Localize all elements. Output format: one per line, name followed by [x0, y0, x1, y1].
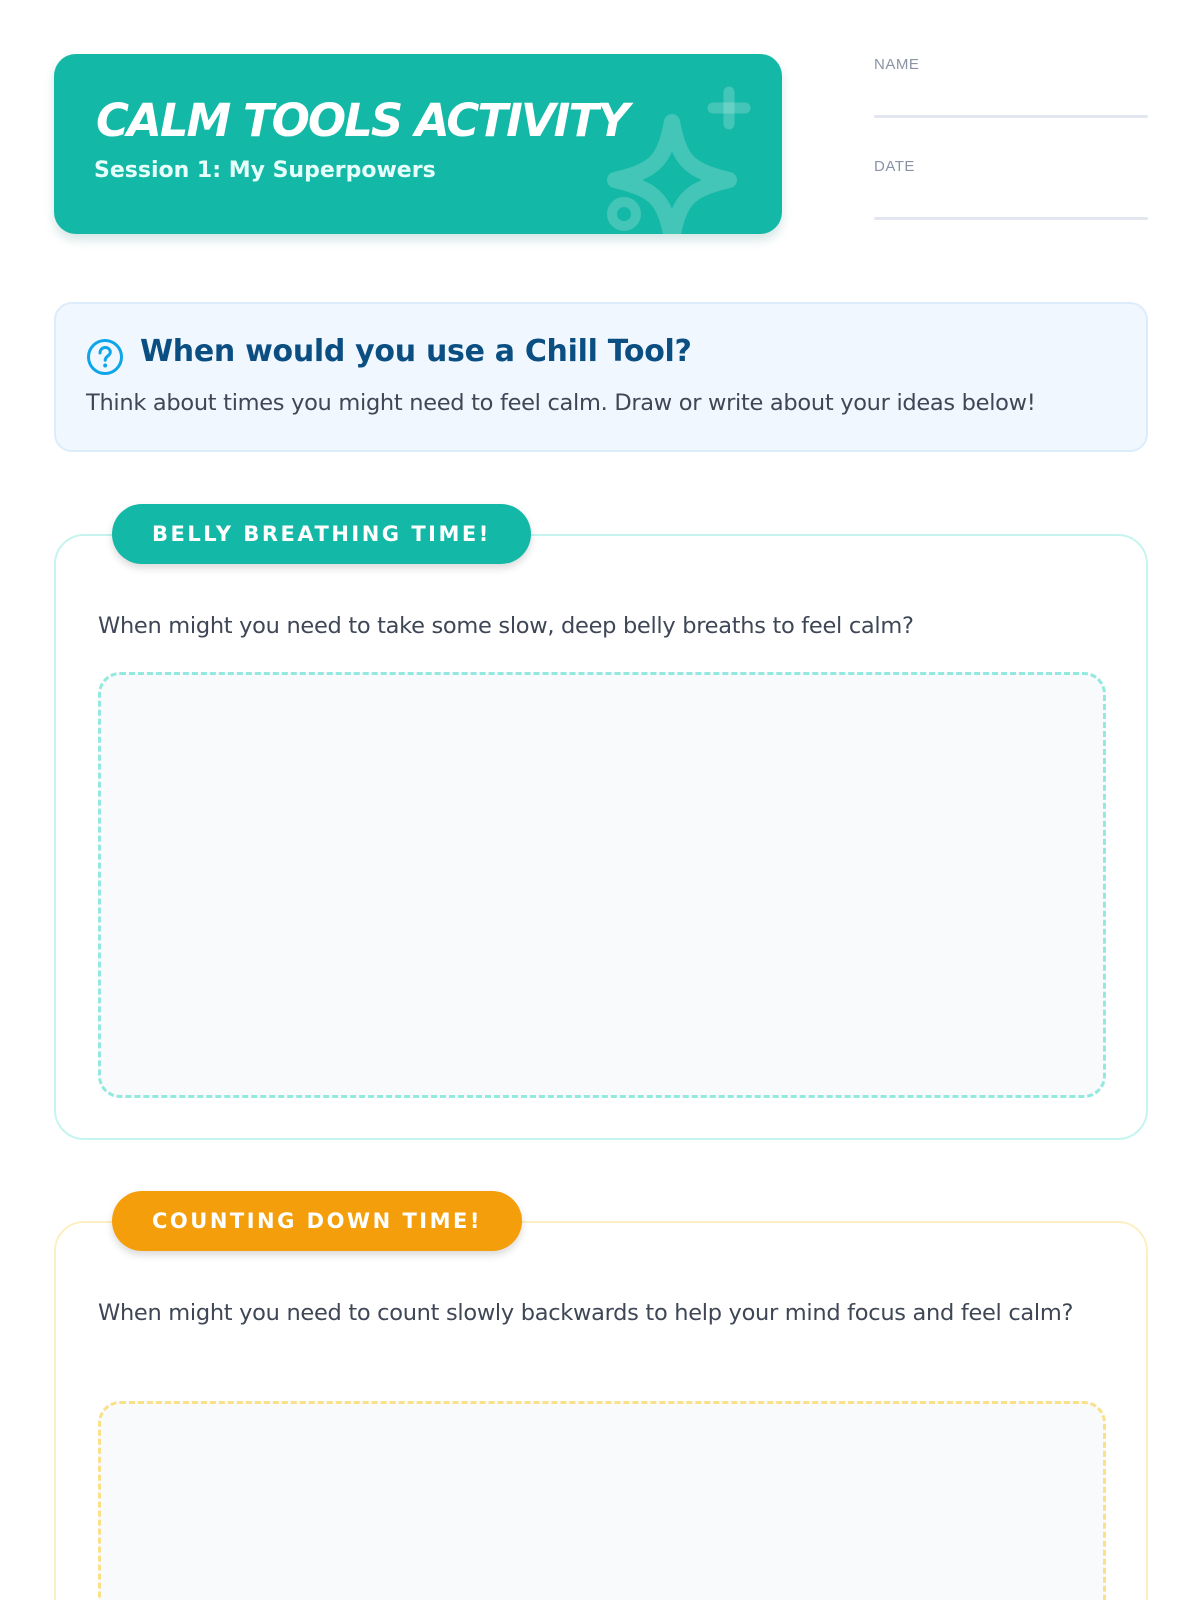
header-banner: [54, 54, 782, 234]
counting-down-question: When might you need to count slowly backwards to help your mind focus and feel calm?: [98, 1300, 1074, 1326]
question-circle-icon: [86, 338, 124, 376]
name-label: NAME: [874, 56, 920, 73]
counting-down-section: [54, 1209, 1148, 1600]
sparkle-icon: [594, 82, 764, 234]
worksheet-title: CALM TOOLS ACTIVITY: [96, 94, 628, 147]
date-label: DATE: [874, 158, 915, 175]
session-subtitle: Session 1: My Superpowers: [94, 158, 436, 183]
name-field[interactable]: [874, 56, 1148, 118]
belly-breathing-question: When might you need to take some slow, deep belly breaths to feel calm?: [98, 613, 914, 639]
date-field[interactable]: [874, 158, 1148, 220]
belly-breathing-section: [54, 522, 1148, 1140]
counting-down-answer-area[interactable]: [98, 1401, 1106, 1600]
belly-breathing-answer-area[interactable]: [98, 672, 1106, 1098]
belly-breathing-badge: BELLY BREATHING TIME!: [112, 504, 531, 564]
date-line[interactable]: [874, 217, 1148, 220]
name-line[interactable]: [874, 115, 1148, 118]
counting-down-badge: COUNTING DOWN TIME!: [112, 1191, 522, 1251]
prompt-title: When would you use a Chill Tool?: [140, 334, 692, 369]
prompt-text: Think about times you might need to feel calm. Draw or write about your ideas below!: [86, 390, 1036, 416]
prompt-box: [54, 302, 1148, 452]
